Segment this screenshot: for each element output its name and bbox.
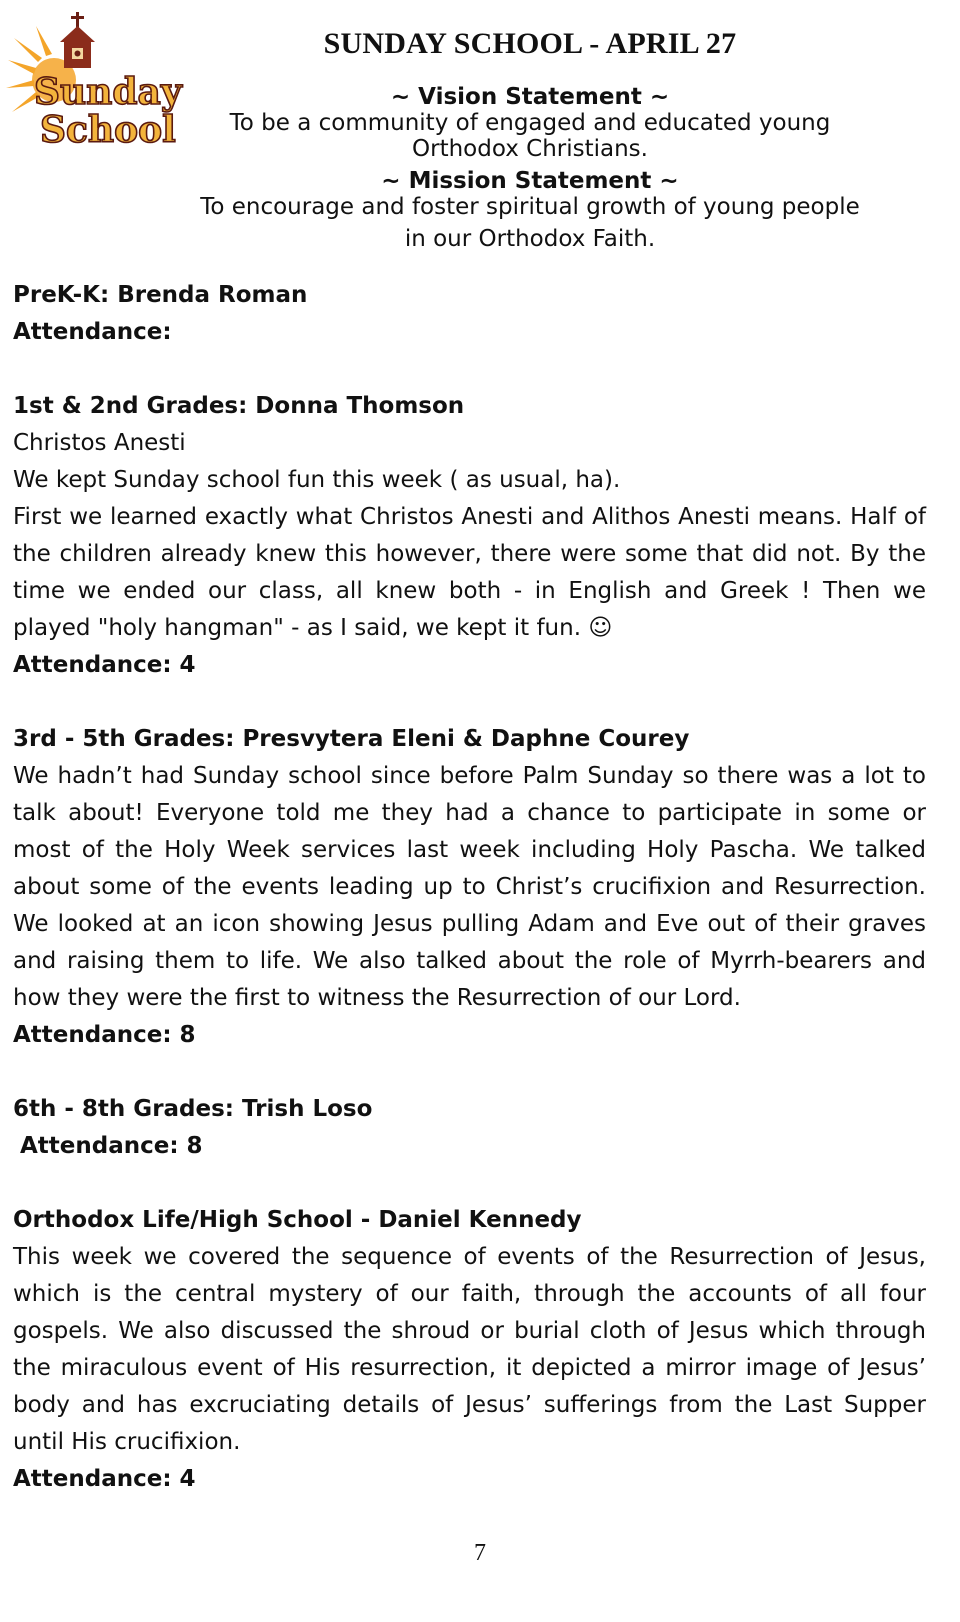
section-prek-k bbox=[13, 277, 926, 351]
attendance-label: Attendance: 8 bbox=[13, 1022, 196, 1048]
mission-line: in our Orthodox Faith. bbox=[404, 226, 656, 252]
class-reports bbox=[13, 277, 926, 1498]
attendance-label: Attendance: 4 bbox=[13, 1466, 196, 1492]
attendance-label: Attendance: bbox=[13, 319, 172, 345]
vision-heading: ~ Vision Statement ~ bbox=[390, 84, 670, 110]
page-title: SUNDAY SCHOOL - APRIL 27 bbox=[323, 27, 737, 60]
vision-line: Orthodox Christians. bbox=[412, 136, 648, 162]
report-paragraph: We hadn’t had Sunday school since before Palm Sunday so there was a lot to talk about! Everyone told me they had a chance to participate in some or most of the Holy Week services last week including Holy Pascha. We talked about some of the events leading up to Christ’s crucifixion and Resurrection. We looked at an icon showing Jesus pulling Adam and Eve out of their graves and raising them to life. We also talked about the role of Myrrh-bearers and how they were the first to witness the Resurrection of our Lord. bbox=[13, 763, 926, 1011]
section-high-school bbox=[13, 1202, 926, 1498]
section-grades-6-8 bbox=[13, 1091, 926, 1165]
section-heading: 3rd - 5th Grades: Presvytera Eleni & Daphne Courey bbox=[13, 726, 690, 752]
vision-line: To be a community of engaged and educated young bbox=[229, 110, 831, 136]
report-paragraph: This week we covered the sequence of events of the Resurrection of Jesus, which is the central mystery of our faith, through the accounts of all four gospels. We also discussed the shroud or burial cloth of Jesus which through the miraculous event of His resurrection, it depicted a mirror image of Jesus’ body and has excruciating details of Jesus’ sufferings from the Last Supper until His crucifixion. bbox=[13, 1244, 926, 1455]
church-sun-icon bbox=[6, 8, 182, 151]
section-grades-3-5 bbox=[13, 721, 926, 1054]
report-paragraph: First we learned exactly what Christos Anesti and Alithos Anesti means. Half of the children already knew this however, there were some that did not. By the time we ended our class, all knew both - in English and Greek ! Then we played "holy hangman" - as I said, we kept it fun. ☺ bbox=[13, 504, 926, 641]
section-heading: 1st & 2nd Grades: Donna Thomson bbox=[13, 393, 465, 419]
section-heading: Orthodox Life/High School - Daniel Kennedy bbox=[13, 1207, 582, 1233]
attendance-label: Attendance: 8 bbox=[20, 1133, 203, 1159]
church-icon bbox=[60, 12, 95, 68]
logo-text-school: School bbox=[40, 109, 176, 151]
mission-heading: ~ Mission Statement ~ bbox=[381, 168, 679, 194]
mission-line: To encourage and foster spiritual growth of young people bbox=[200, 194, 860, 220]
report-line: We kept Sunday school fun this week ( as usual, ha). bbox=[13, 467, 621, 493]
sunday-school-logo bbox=[6, 8, 182, 151]
logo-text-sunday: Sunday bbox=[34, 71, 182, 113]
section-heading: 6th - 8th Grades: Trish Loso bbox=[13, 1096, 373, 1122]
attendance-label: Attendance: 4 bbox=[13, 652, 196, 678]
section-grades-1-2 bbox=[13, 388, 926, 684]
report-line: Christos Anesti bbox=[13, 430, 186, 456]
page-number: 7 bbox=[474, 1540, 486, 1566]
statements-block bbox=[160, 84, 900, 252]
section-heading: PreK-K: Brenda Roman bbox=[13, 282, 308, 308]
